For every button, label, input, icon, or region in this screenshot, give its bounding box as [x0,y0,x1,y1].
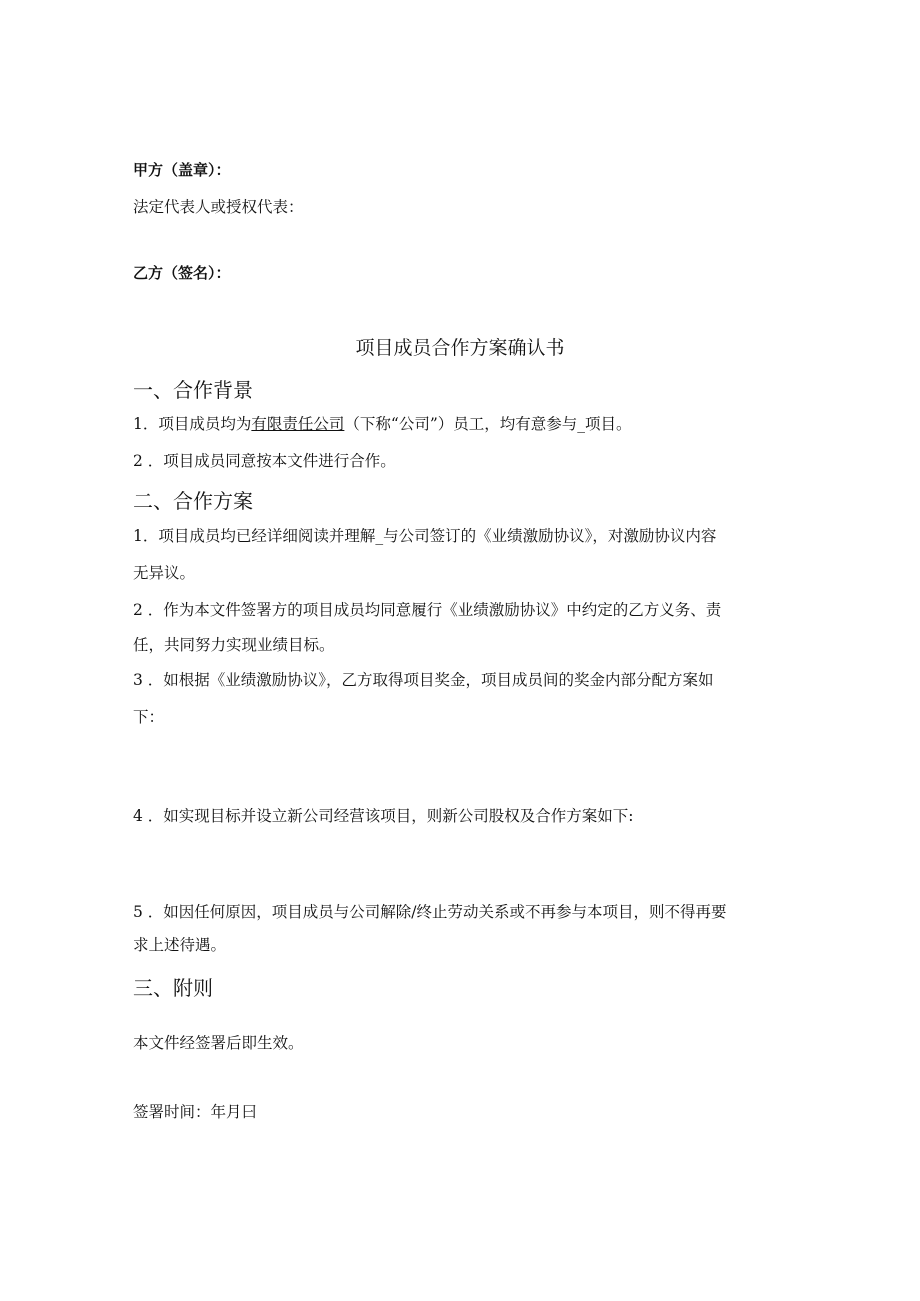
section1-item1 [133,414,632,434]
party-a-rep-label: 法定代表人或授权代表： [133,198,304,216]
party-a-label: 甲方（盖章）： [133,161,231,179]
section3-heading: 三、附则 [133,976,213,1000]
section2-item4: 4 ．如实现目标并设立新公司经营该项目，则新公司股权及合作方案如下: [133,807,634,825]
company-name: 有限责任公司 [251,415,345,433]
section2-heading: 二、合作方案 [133,489,253,513]
section1-heading: 一、合作背景 [133,378,253,402]
section2-item1-line2: 无异议。 [133,564,196,582]
section1-item1-prefix: 1．项目成员均为 [133,415,252,433]
section2-item5-line1: 5 ．如因任何原因，项目成员与公司解除/终止劳动关系或不再参与本项目，则不得再要 [133,903,727,921]
section1-item2: 2 ．项目成员同意按本文件进行合作。 [133,452,396,470]
sign-date-label: 签署时间：年月曰 [133,1103,258,1121]
section1-item1-suffix: （下称“公司”）员工，均有意参与_项目。 [344,415,632,433]
section2-item2-line2: 任，共同努力实现业绩目标。 [133,636,335,654]
effective-clause: 本文件经签署后即生效。 [133,1034,304,1052]
section2-item2-line1: 2 ．作为本文件签署方的项目成员均同意履行《业绩激励协议》中约定的乙方义务、责 [133,601,722,619]
section2-item3-line2: 下： [133,708,165,726]
section2-item1-line1: 1．项目成员均已经详细阅读并理解_与公司签订的《业绩激励协议》，对激励协议内容 [133,527,717,545]
document-title: 项目成员合作方案确认书 [355,337,565,359]
party-b-label: 乙方（签名）： [133,264,231,282]
section2-item3-line1: 3 ．如根据《业绩激励协议》，乙方取得项目奖金，项目成员间的奖金内部分配方案如 [133,671,714,689]
section2-item5-line2: 求上述待遇。 [133,936,227,954]
